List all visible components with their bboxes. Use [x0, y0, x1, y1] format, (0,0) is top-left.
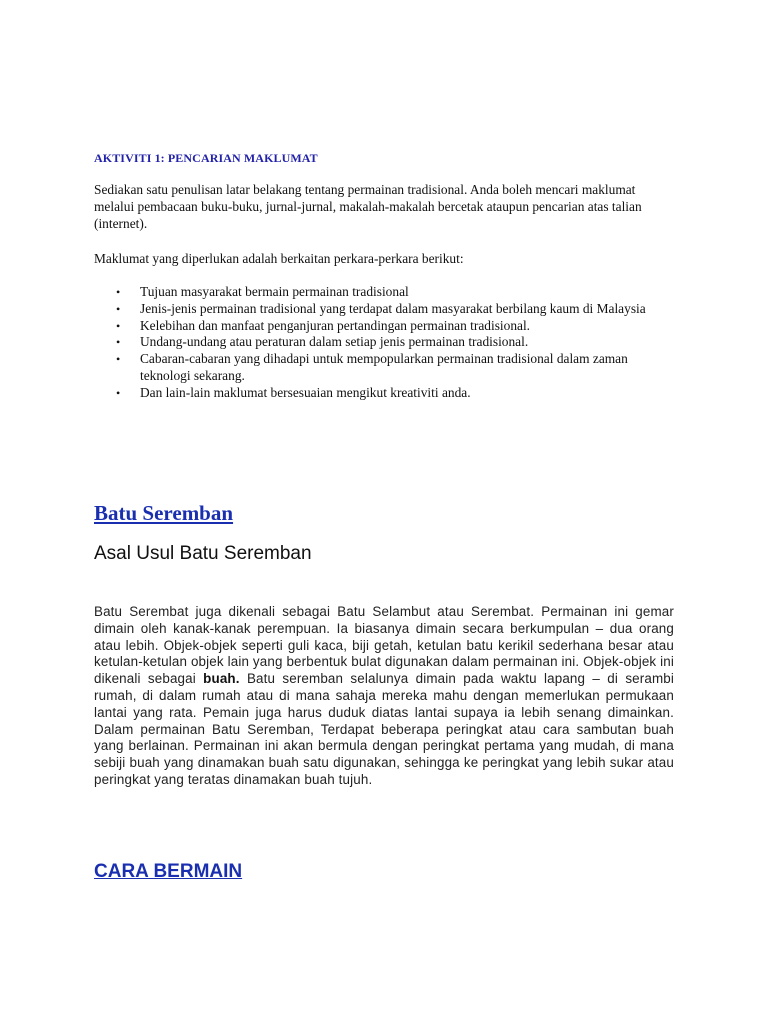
bullet-icon: • [116, 385, 121, 400]
list-item: • Dan lain-lain maklumat bersesuaian mengikut kreativiti anda. [116, 384, 471, 400]
bullet-icon: • [116, 318, 121, 333]
list-item: • Cabaran-cabaran yang dihadapi untuk mempopularkan permainan tradisional dalam zaman teknologi sekarang. [116, 351, 628, 383]
intro-paragraph: Sediakan satu penulisan latar belakang tentang permainan tradisional. Anda boleh mencari maklumat melalui pembacaan buku-buku, jurnal-jurnal, makalah-makalah bercetak ataupun pencarian atas talian (internet). [94, 182, 642, 231]
batu-seremban-heading-link[interactable]: Batu Seremban [94, 501, 234, 525]
bullet-icon: • [116, 352, 121, 367]
bold-term-buah: buah. [203, 671, 240, 687]
batu-seremban-body: Batu Serembat juga dikenali sebagai Batu Selambut atau Serembat. Permainan ini gemar dimain oleh kanak-kanak perempuan. Ia biasanya dimain secara berkumpulan – dua orang atau lebih. Objek-objek seperti guli kaca, biji getah, ketulan batu kerikil sederhana besar atau ketulan-ketulan objek lain yang berbentuk bulat digunakan dalam permainan ini. Objek-objek ini dikenali sebagai buah. Batu seremban selalunya dimain pada waktu lapang – di serambi rumah, di dalam rumah atau di mana sahaja mereka mahu dengan memerlukan permukaan lantai yang rata. Pemain juga harus duduk diatas lantai supaya ia lebih senang dimainkan. Dalam permainan Batu Seremban, Terdapat beberapa peringkat atau cara sambutan buah yang berlainan. Permainan ini akan bermula dengan peringkat pertama yang mudah, di mana sebiji buah yang dinamakan buah satu digunakan, sehingga ke peringkat yang lebih sukar atau peringkat yang teratas dinamakan buah tujuh. [94, 604, 675, 787]
bullet-icon: • [116, 335, 121, 350]
needed-info-paragraph: Maklumat yang diperlukan adalah berkaitan perkara-perkara berikut: [94, 251, 464, 266]
bullet-icon: • [116, 301, 121, 316]
info-bullet-list [94, 284, 674, 402]
cara-bermain-heading-link[interactable]: CARA BERMAIN [94, 861, 243, 882]
list-item: • Tujuan masyarakat bermain permainan tradisional [116, 284, 409, 299]
list-item: • Jenis-jenis permainan tradisional yang terdapat dalam masyarakat berbilang kaum di Malaysia [116, 300, 646, 316]
activity-title: AKTIVITI 1: PENCARIAN MAKLUMAT [94, 151, 318, 165]
bullet-icon: • [116, 285, 121, 299]
asal-usul-subheading: Asal Usul Batu Seremban [94, 543, 312, 564]
list-item: • Undang-undang atau peraturan dalam setiap jenis permainan tradisional. [116, 334, 529, 350]
list-item: • Kelebihan dan manfaat penganjuran pertandingan permainan tradisional. [116, 317, 531, 333]
